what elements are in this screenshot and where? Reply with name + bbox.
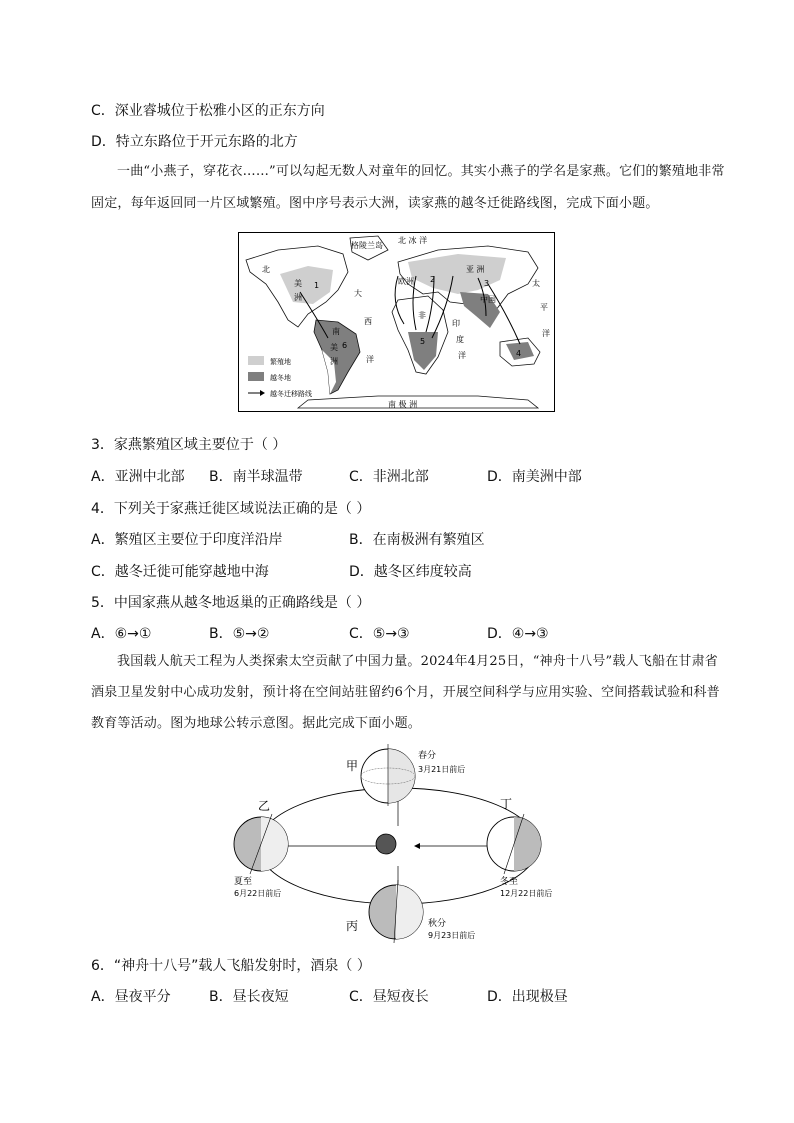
- label-winter-date: 12月22日前后: [500, 889, 553, 898]
- legend-wintering-swatch: [248, 372, 264, 381]
- continent-2: 2: [430, 275, 436, 284]
- legend-breeding-swatch: [248, 356, 264, 365]
- earth-bing: [369, 880, 423, 943]
- label-atlantic1: 大: [354, 289, 362, 298]
- label-north: 北: [262, 265, 270, 274]
- label-summer: 夏至: [234, 877, 253, 887]
- q3-stem: 3．家燕繁殖区域主要位于（ ）: [91, 437, 287, 453]
- continent-5: 5: [420, 337, 426, 346]
- label-arctic: 北 冰 洋: [398, 236, 428, 245]
- label-atlantic3: 洋: [366, 355, 374, 364]
- q4-option-a[interactable]: A．繁殖区主要位于印度洋沿岸: [91, 532, 283, 548]
- passage-swallow: 一曲“小燕子，穿花衣……”可以勾起无数人对童年的回忆。其实小燕子的学名是家燕。它们的繁殖地非常固定，每年返回同一片区域繁殖。图中序号表示大洲，读家燕的越冬迁徙路线图，完成下面小题。: [91, 164, 725, 211]
- label-asia: 亚 洲: [466, 265, 485, 274]
- label-autumn: 秋分: [428, 919, 447, 929]
- label-spring-date: 3月21日前后: [418, 765, 466, 774]
- q5-stem: 5．中国家燕从越冬地返巢的正确路线是（ ）: [91, 595, 371, 611]
- q6-option-b[interactable]: B．昼长夜短: [209, 989, 289, 1005]
- q5-option-c[interactable]: C．⑤→③: [349, 626, 410, 642]
- passage-shenzhou: 我国载人航天工程为人类探索太空贡献了中国力量。2024年4月25日，“神舟十八号”载人飞船在甘肃省酒泉卫星发射中心成功发射，预计将在空间站驻留约6个月，开展空间科学与应用实验、空间搭载试验和科普教育等活动。图为地球公转示意图。据此完成下面小题。: [91, 654, 720, 731]
- q3-option-a[interactable]: A．亚洲中北部: [91, 469, 185, 485]
- continent-6: 6: [342, 341, 348, 350]
- label-china: 中国: [480, 295, 496, 304]
- label-sa1: 南: [332, 327, 340, 336]
- label-africa: 非: [418, 311, 426, 320]
- q3-option-b[interactable]: B．南半球温带: [209, 469, 303, 485]
- label-pacific2: 平: [540, 303, 548, 312]
- label-atlantic2: 西: [364, 317, 372, 326]
- q6-option-c[interactable]: C．昼短夜长: [349, 989, 429, 1005]
- label-europe: 欧洲: [398, 277, 414, 286]
- label-indian3: 洋: [458, 351, 466, 360]
- label-summer-date: 6月22日前后: [234, 889, 282, 898]
- legend-breeding: 繁殖地: [270, 358, 291, 366]
- continent-4: 4: [516, 349, 522, 358]
- legend-wintering: 越冬地: [270, 374, 291, 382]
- earth-yi: [234, 814, 288, 874]
- earth-jia: [361, 744, 415, 806]
- q5-option-a[interactable]: A．⑥→①: [91, 626, 152, 642]
- q5-option-d[interactable]: D．④→③: [487, 626, 549, 642]
- q5-option-b[interactable]: B．⑤→②: [209, 626, 270, 642]
- q4-option-b[interactable]: B．在南极洲有繁殖区: [349, 532, 485, 548]
- q3-option-c[interactable]: C．非洲北部: [349, 469, 429, 485]
- label-america2: 洲: [294, 293, 302, 302]
- continent-3: 3: [484, 279, 490, 288]
- label-sa3: 洲: [330, 357, 338, 366]
- label-sa2: 美: [330, 343, 338, 352]
- label-greenland: 格陵兰岛: [351, 241, 383, 250]
- q6-option-d[interactable]: D．出现极昼: [487, 989, 568, 1005]
- legend-route: 越冬迁移路线: [270, 390, 312, 398]
- earth-ding: [487, 814, 541, 874]
- label-america1: 美: [294, 279, 302, 288]
- label-autumn-date: 9月23日前后: [428, 931, 476, 940]
- label-spring: 春分: [418, 751, 437, 761]
- option-d-line: D．特立东路位于开元东路的北方: [91, 134, 298, 150]
- continent-1: 1: [314, 281, 320, 290]
- earth-orbit-diagram: [228, 744, 568, 944]
- label-winter: 冬至: [500, 877, 519, 887]
- label-indian2: 度: [456, 335, 464, 344]
- label-indian1: 印: [452, 319, 460, 328]
- label-antarctica: 南 极 洲: [388, 400, 418, 409]
- sun-icon: [376, 834, 396, 854]
- q3-option-d[interactable]: D．南美洲中部: [487, 469, 582, 485]
- q6-stem: 6．“神舟十八号”载人飞船发射时，酒泉（ ）: [91, 958, 371, 974]
- label-pacific3: 洋: [542, 329, 550, 338]
- option-c-line: C．深业睿城位于松雅小区的正东方向: [91, 103, 325, 119]
- q4-option-c[interactable]: C．越冬迁徙可能穿越地中海: [91, 564, 269, 580]
- q4-option-d[interactable]: D．越冬区纬度较高: [349, 564, 472, 580]
- swallow-migration-map: [238, 232, 555, 412]
- label-pacific1: 太: [532, 279, 540, 288]
- label-jia: 甲: [346, 759, 359, 773]
- label-ding: 丁: [500, 797, 513, 811]
- label-yi: 乙: [258, 799, 271, 813]
- q4-stem: 4．下列关于家燕迁徙区域说法正确的是（ ）: [91, 501, 371, 517]
- q6-option-a[interactable]: A．昼夜平分: [91, 989, 171, 1005]
- label-bing: 丙: [346, 919, 359, 933]
